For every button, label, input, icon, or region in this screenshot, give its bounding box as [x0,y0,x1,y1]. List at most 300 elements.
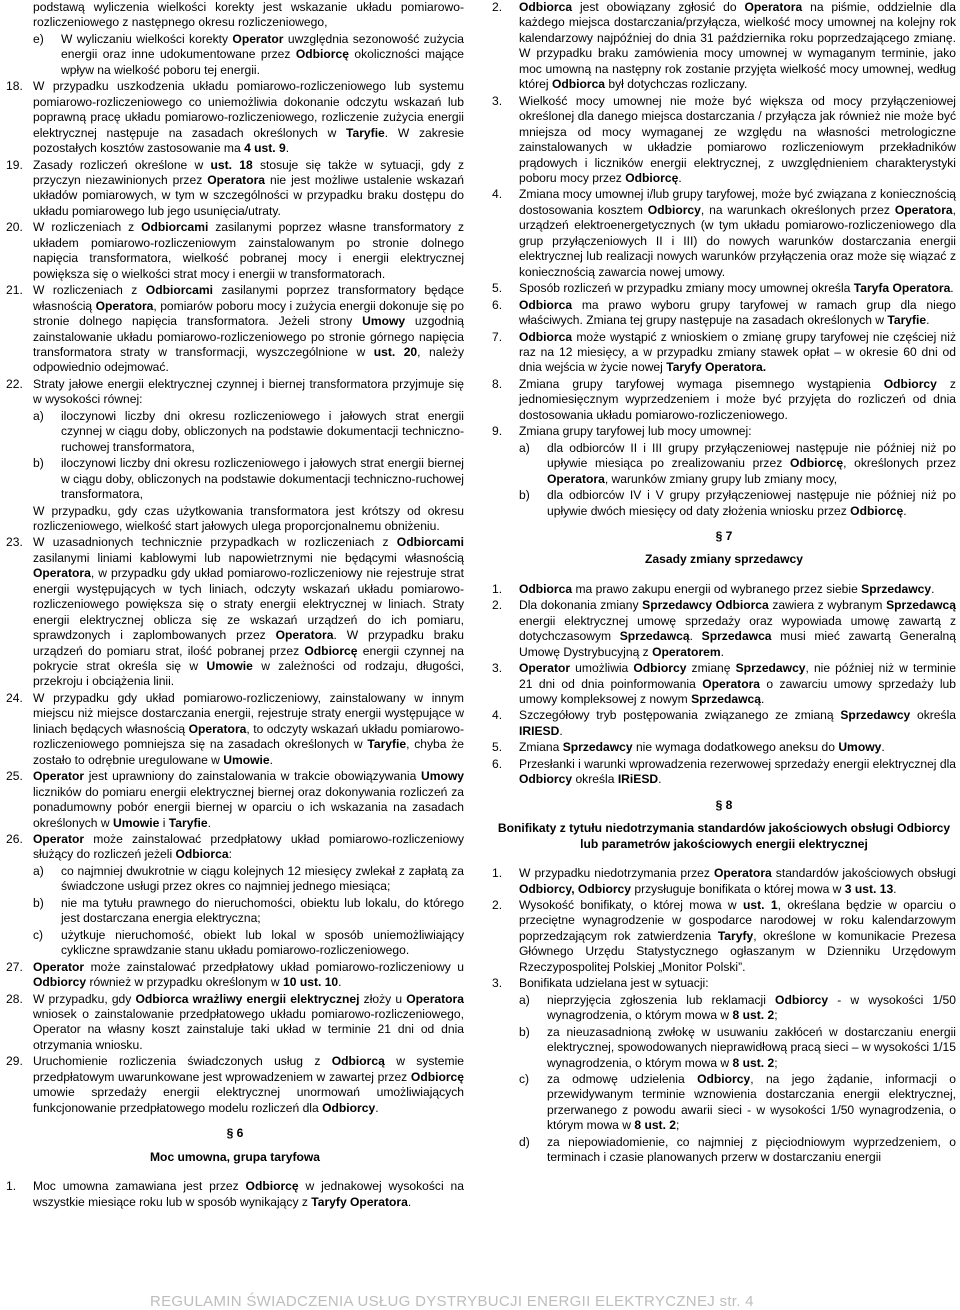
text-run: , warunków zmiany grupy lub zmiany mocy, [604,471,838,486]
text-run: W rozliczeniach z [33,283,146,298]
bold-term: Taryfy Operatora [311,1194,408,1209]
item-text [519,298,956,329]
text-run: z jednomiesięcznym wyprzedzeniem i może być przyjęta do rozliczeń od dnia dostosowania układu pomiarowo-rozliczeniowego. [519,376,956,422]
numbered-item [492,740,956,755]
bold-term: IRiESD [617,772,659,787]
text-run: użytkuje nieruchomość, obiekt lub lokal w sposób uniemożliwiający cykliczne sprawdzanie stanu układu pomiarowo-rozliczeniowego. [61,927,464,958]
numbered-item [6,79,464,156]
text-run: Bonifikata udzielana jest w sytuacji: [519,976,709,991]
bold-term: Odbiorca wrażliwy energii elektrycznej [135,991,360,1006]
text-run: liczników do pomiaru energii elektrycznej biernej oraz dokonywania rozliczeń za ponadumowny pobór energii biernej w oparciu o ich wskazania na zasadach określonych w [33,784,464,830]
bold-term: Odbiorcę [789,456,844,471]
numbered-item [6,283,464,376]
page-footer: REGULAMIN ŚWIADCZENIA USŁUG DYSTRYBUCJI ENERGII ELEKTRYCZNEJ str. 4 [150,1293,754,1310]
bold-term: ust. 20 [373,344,418,359]
bold-term: Operatora [33,566,91,581]
text-run: uwzględnia sezonowość zużycia energii oraz inne udokumentowane przez [61,31,464,62]
item-text [519,976,956,991]
bold-term: Umowy [420,769,464,784]
item-text [519,708,956,739]
text-run: musi mieć zawartą Generalną Umowę Dystrybucyjną z [519,629,956,659]
text-run: umożliwia [570,661,634,676]
text-run: iloczynowi liczby dni okresu rozliczeniowego i jałowych strat energii biernej w ciągu doby, obliczonych na podstawie dokumentacji techniczno-ruchowej transformatora, [61,456,464,502]
section-number: § 8 [715,797,733,812]
sub-item [6,928,464,959]
item-text [519,0,956,93]
text-run: . [893,881,897,896]
text-run: co najmniej dwukrotnie w ciągu kolejnych 12 miesięcy zwlekał z zapłatą za świadczone usługi przez okres co najmniej jednego miesiąca; [61,863,464,894]
numbered-item [6,832,464,863]
item-text [519,757,956,788]
item-text [33,377,464,408]
item-text [547,1135,956,1166]
text-run: zawiera z wybranym [768,598,887,613]
item-number: 4. [492,187,503,202]
item-number: 22. [6,376,23,391]
left-column [6,0,464,1211]
bold-term: 8 ust. 2 [732,1055,775,1070]
bold-term: Odbiorcę [850,503,904,518]
bold-term: Umowy [362,314,406,329]
text-run: , na warunkach określonych przez [700,202,895,217]
bold-term: Operator [33,769,85,784]
item-number: 21. [6,283,23,298]
bold-term: 4 ust. 9 [244,141,286,156]
bold-term: Umowie [113,815,160,830]
bold-term: Sprzedawcy [840,708,911,723]
bold-term: Operatorem [652,644,721,659]
bold-term: Taryfy [717,928,754,943]
text-run: . [903,503,907,518]
item-text [33,535,464,690]
bold-term: Odbiorcy [322,1100,376,1115]
paragraph [6,504,464,535]
text-run: . W zakresie pozostałych kosztów zastosowanie ma [33,125,464,156]
bold-term: Taryfie [346,125,385,140]
numbered-item [6,992,464,1054]
sub-item-marker: e) [33,31,44,46]
bold-term: Odbiorcę [295,47,349,62]
bold-term: Odbiorca [175,847,229,862]
bold-term: Odbiorca [519,581,573,596]
bold-term: ust. 1 [743,898,778,913]
item-text [61,409,464,455]
sub-item [492,488,956,519]
text-run: zasilanymi poprzez transformatory będące własnością [33,283,465,313]
text-run: . [881,740,885,755]
numbered-item [492,898,956,975]
text-run: może zainstalować przedpłatowy układ pomiarowo-rozliczeniowy u [84,959,464,974]
numbered-item [6,220,464,282]
text-run: może wystąpić z wnioskiem o zmianę grupy taryfowej nie częściej niż raz na 12 miesięcy, a w przypadku zmiany stawek opłat – w okresie 60 dni od dnia wejścia w życie nowej [519,329,956,375]
text-run: standardów jakościowych obsługi [771,866,956,881]
item-number: 2. [492,898,503,913]
item-text [547,488,956,519]
text-run: określa [910,708,956,723]
text-run: W przypadku uszkodzenia układu pomiarowo-rozliczeniowego lub systemu pomiarowo-rozliczeniowego co uniemożliwia dokonanie odczytu wskazań lub poprawną pracę układu pomiarowo-rozliczeniowego, rozliczenie zużycia energii elektrycznej następuje na zasadach określonych w [33,79,464,140]
bold-term: Odbiorcami [145,283,213,298]
text-run: . [931,581,935,596]
text-run: Uruchomienie rozliczenia świadczonych usług z [33,1054,332,1069]
text-run: dla odbiorców II i III grupy przyłączeniowej następuje nie później niż po upływie miesiąca po zrealizowaniu przez [547,440,956,471]
sub-item [492,441,956,487]
paragraph [6,0,464,31]
bold-term: Sprzedawcy Odbiorca [642,598,769,613]
text-run: ma prawo wyboru grupy taryfowej w ramach grup dla niego właściwych. Zmiana tej grupy następuje na zasadach określonych w [519,297,956,328]
text-run: Wielkość mocy umownej nie może być większa od mocy przyłączeniowej określonej dla danego miejsca dostarczania / przyłącza jak również nie może być mniejsza od mocy wymaganej ze względu na własności metrologiczne zainstalowanych w układzie pomiarowo rozliczeniowym przekładników prądowych i liczników energii elektrycznej, z uwzględnieniem charakterystyki poboru mocy przez [519,93,956,185]
item-text [519,866,956,897]
bold-term: Odbiorcy [633,661,687,676]
text-run: na piśmie, oddzielnie dla każdego miejsca dostarczania/przyłącza, wielkość mocy umownej na kolejny rok kalendarzowy najpóźniej do dnia 31 października roku poprzedzającego zmianę. W przypadku braku zamówienia mocy umownej w wymaganym terminie, jako moc umowną na następny rok zostanie przyjęta wielkość mocy umownej, według której [519,0,956,92]
text-run: Przesłanki i warunki wprowadzenia rezerwowej sprzedaży energii elektrycznej dla [519,756,956,771]
numbered-item [492,582,956,597]
numbered-item [492,0,956,93]
text-run: . [720,644,725,659]
bold-term: Operatora [95,298,154,313]
sub-item-marker: b) [33,895,44,910]
bold-term: Taryfie [168,815,208,830]
sub-item [6,864,464,895]
text-run: Zmiana grupy taryfowej wymaga pisemnego wystąpienia [519,376,884,391]
bold-term: Operatora [702,676,761,691]
numbered-item [492,377,956,423]
item-text [519,94,956,187]
item-number: 27. [6,959,23,974]
item-number: 6. [492,297,503,312]
bold-term: Operatora [713,866,772,881]
item-number: 20. [6,220,23,235]
text-run: podstawą wyliczenia wielkości korekty jest wskazanie układu pomiarowo-rozliczeniowego z następnego okresu rozliczeniowego, [33,0,464,30]
item-text [519,898,956,975]
text-run: . [285,141,290,156]
bold-term: Odbiorcy [775,992,829,1007]
bold-term: Odbiorca [519,0,573,14]
text-run: W wyliczaniu wielkości korekty [61,31,233,46]
text-run: wniosek o zainstalowanie przedpłatowego układu pomiarowo-rozliczeniowego, Operator na własny koszt zainstaluje taki układ w terminie 21 dni od dnia otrzymania wniosku. [33,1007,464,1052]
section-title: Moc umowna, grupa taryfowa [149,1149,320,1164]
item-text [33,79,464,156]
text-run: W przypadku, gdy [33,991,136,1006]
text-run: nieprzyjęcia zgłoszenia lub reklamacji [547,992,776,1007]
text-run: W rozliczeniach z [33,220,142,235]
numbered-item [6,1179,464,1210]
text-run: jest uprawniony do zainstalowania w trakcie obowiązywania [84,769,421,784]
item-number: 29. [6,1054,23,1069]
bold-term: Operator [33,832,85,847]
item-text [519,377,956,423]
bold-term: Umowie [206,659,253,674]
bold-term: Odbiorca [519,297,573,312]
bold-term: Operatora [188,721,247,736]
bold-term: Operatora [744,0,803,14]
text-run: Zmiana grupy taryfowej lub mocy umownej: [519,424,752,439]
bold-term: Umowy [838,740,882,755]
bold-term: Sprzedawca [701,629,772,644]
text-run: uzgodnią zainstalowanie układu pomiarowo-rozliczeniowego po stronie górnego napięcia transformatora straty w transformacji, wyszczególnione w [33,314,465,359]
sub-item [6,896,464,927]
item-text [33,960,464,991]
item-number: 19. [6,157,23,172]
item-number: 3. [492,93,503,108]
text-run: . [207,815,211,830]
bold-term: Sprzedawcą [691,692,761,707]
numbered-item [6,535,464,690]
text-run: . [760,692,765,707]
text-run: Zmiana mocy umownej i/lub grupy taryfowej, może być związana z koniecznością dostosowania kosztem [519,187,956,217]
bold-term: Odbiorcę [304,643,358,658]
text-run: Zasady rozliczeń określone w [33,157,211,172]
text-run: , nie później niż w terminie 21 dni od dnia poinformowania [519,661,956,691]
text-run: przysługuje bonifikata o której mowa w [631,881,845,896]
bold-term: Odbiorcami [396,535,464,550]
sub-item-marker: b) [33,456,44,471]
text-run: ; [676,1118,680,1133]
text-run: ma prawo zakupu energii od wybranego przez siebie [572,581,862,596]
text-run: . W przypadku braku urządzeń do pomiaru strat, ilość pobranej przez [33,628,464,658]
right-column [492,0,956,1167]
item-number: 25. [6,769,23,784]
bold-term: Operatora [275,628,334,643]
bold-term: Sprzedawcy [861,581,932,596]
sub-item [492,1025,956,1071]
bold-term: Odbiorcę [245,1179,299,1194]
numbered-item [6,158,464,220]
bold-term: Sprzedawcy [735,661,806,676]
text-run: Wysokość bonifikaty, o której mowa w [519,898,744,913]
sub-item-marker: d) [519,1134,530,1149]
item-number: 28. [6,991,23,1006]
item-number: 18. [6,79,23,94]
sub-item-marker: b) [519,1024,530,1039]
item-number: 3. [492,976,503,991]
numbered-item [492,187,956,280]
text-run: w jednakowej wysokości na wszystkie miesiące roku lub w sposób wynikający z [33,1179,464,1209]
sub-item-marker: b) [519,488,530,503]
bold-term: Odbiorcą [331,1054,385,1069]
text-run: może zainstalować przedpłatowy układ pomiarowo-rozliczeniowy służący do rozliczeń jeżeli [33,832,464,862]
sub-item [492,1072,956,1134]
text-run: zasilanymi liniami kablowymi lub napowietrznymi nie będącymi własnością [33,550,464,565]
text-run: , chyba że zostało to odrębnie uregulowane w [33,737,465,767]
text-run: Moc umowna zamawiana jest przez [33,1179,246,1194]
text-run: jest obowiązany zgłosić do [572,0,745,14]
bold-term: Operatora [406,991,464,1006]
bold-term: Taryfa Operatora [853,281,951,296]
item-text [519,661,956,707]
item-text [61,864,464,895]
text-run: : [228,847,232,862]
item-text [33,220,464,282]
bold-term: Operator [33,959,85,974]
item-text [547,1072,956,1134]
sub-item [6,456,464,502]
numbered-item [492,661,956,707]
numbered-item [492,976,956,991]
sub-item-marker: a) [519,440,530,455]
bold-term: Taryfie [887,313,927,328]
text-run: . [926,313,930,328]
bold-term: 3 ust. 13 [844,881,894,896]
bold-term: Odbiorcy [697,1072,751,1086]
item-text [61,928,464,959]
text-run: za niepowiadomienie, co najmniej z pięciodniowym wyprzedzeniem, o terminach i czasie planowanych przerw w dostarczaniu energii [547,1134,956,1165]
sub-item-marker: c) [33,927,44,942]
numbered-item [492,298,956,329]
item-number: 2. [492,598,503,613]
bold-term: Sprzedawcy [562,740,633,755]
numbered-item [6,1054,464,1116]
sub-item [6,32,464,78]
item-text [519,424,956,439]
item-number: 1. [6,1179,17,1194]
text-run: nie jest możliwe ustalenie wskazań układów pomiarowych, w tym w szczególności w przypadku braku dostępu do układu pomiarowego lub jego usunięcia/utraty. [33,172,464,218]
item-text [33,1054,464,1116]
item-text [547,441,956,487]
text-run: stosuje się także w sytuacji, gdy z przyczyn niezawinionych przez [33,157,464,187]
text-run: . [338,975,342,990]
text-run: , określonych przez [843,456,956,471]
numbered-item [492,94,956,187]
bold-term: Odbiorcy [519,772,573,787]
numbered-item [492,424,956,439]
item-text [33,1179,464,1210]
item-number: 3. [492,661,503,676]
text-run: , to odczyty wskazań układu pomiarowo-rozliczeniowego pomniejsza się na zasadach określonych w [33,721,464,752]
text-run: . [375,1100,379,1115]
text-run: za nieuzasadnioną zwłokę w usuwaniu zakłóceń w dostarczaniu energii elektrycznej, spowodowanych nieprawidłową pracą sieci – w wysokości 1/15 wynagrodzenia, o którym mowa w [547,1024,956,1070]
bold-term: ust. 18 [210,157,253,172]
item-text [519,281,956,296]
text-run: w zależności od rodzaju, długości, przekroju i obciążenia linii. [33,659,464,689]
bold-term: Operatora [207,172,266,187]
item-number: 23. [6,535,23,550]
text-run: . [407,1194,412,1209]
text-run: i [159,815,169,830]
bold-term: Odbiorca [519,329,573,344]
numbered-item [492,330,956,376]
section-title: Zasady zmiany sprzedawcy [645,552,803,567]
text-run: ; [774,1055,778,1070]
text-run: dla odbiorców IV i V grupy przyłączeniowej następuje nie później niż po upływie dwóch miesięcy od daty złożenia wniosku przez [547,488,956,518]
bold-term: Odbiorcami [141,220,209,235]
text-run: energii czynnej na pokrycie strat określa się w [33,643,465,674]
numbered-item [492,281,956,296]
item-text [519,582,956,597]
bold-term: Operator [232,31,284,46]
numbered-item [6,377,464,408]
bold-term: 10 ust. 10 [283,975,339,990]
item-number: 7. [492,329,503,344]
text-run: . [689,629,702,644]
item-text [61,896,464,927]
text-run: - w wysokości 1/50 wynagrodzenia, o którym mowa w [547,992,956,1023]
bold-term: Odbiorcy [883,376,937,391]
bold-term: Odbiorcę [410,1069,464,1084]
text-run: Straty jałowe energii elektrycznej czynnej i biernej transformatora przyjmuje się w wysokości równej: [33,376,464,407]
text-run: W przypadku niedotrzymania przez [519,866,714,881]
text-run: . [559,723,563,738]
text-run: , w przypadku gdy układ pomiarowo-rozliczeniowy nie rejestruje strat energii występujących w tych liniach, odczyty wskazań układu pomiarowo-rozliczeniowego powiększa się o straty energii elektrycznej w liniach. Straty energii elektrycznej oblicza się ze wskazań urządzeń do ich pomiaru, sprawdzonych i zaplombowanych przez [33,566,464,643]
text-run: Sposób rozliczeń w przypadku zmiany mocy umownej określa [519,281,854,296]
text-run: W przypadku, gdy czas użytkowania transformatora jest krótszy od okresu rozliczeniowego, wielkość start jałowych ulega proporcjonalnemu obniżeniu. [33,503,464,533]
item-text [33,992,464,1054]
numbered-item [6,691,464,768]
text-run: nie ma tytułu prawnego do nieruchomości, obiektu lub lokalu, do którego jest dostarczana energia elektryczna; [61,895,464,926]
item-text [61,32,464,78]
sub-item [492,993,956,1024]
bold-term: Sprzedawcą [886,598,956,613]
sub-item [492,1135,956,1166]
numbered-item [492,757,956,788]
text-run: . [658,772,662,787]
text-run: W uzasadnionych technicznie przypadkach w rozliczeniach z [33,535,397,550]
item-number: 6. [492,756,503,771]
text-run: Szczegółowy tryb postępowania związanego ze zmianą [519,708,841,723]
sub-item-marker: a) [519,992,530,1007]
text-run: za odmowę udzielenia [547,1072,698,1086]
item-text [519,330,956,376]
item-number: 24. [6,690,23,705]
item-text [33,769,464,831]
text-run: w systemie przedpłatowym uwarunkowane jest wprowadzeniem w zawartej przez [33,1054,464,1084]
bold-term: Odbiorcy [33,975,87,990]
item-text [33,283,464,376]
numbered-item [492,598,956,660]
bold-term: Umowie [223,752,270,767]
bold-term: Taryfy Operatora. [666,360,767,375]
bold-term: IRIESD [519,723,560,738]
bold-term: Odbiorca [551,77,606,92]
numbered-item [492,866,956,897]
text-run: . [950,281,954,296]
bold-term: Operatora [547,471,605,486]
item-text [547,993,956,1024]
text-run: , określana będzie w oparciu o przeciętne wynagrodzenie w gospodarce narodowej w roku kalendarzowym poprzedzającym rok zatwierdzenia [519,898,956,943]
item-number: 1. [492,581,503,596]
item-text [519,740,956,755]
text-run: był dotychczas rozliczany. [605,77,748,92]
text-run: , określone w komunikacie Prezesa Głównego Urzędu Statystycznego ogłaszanym w Dzienniku Urzędowym Rzeczypospolitej Polskiej „Monitor Polski”. [519,928,956,974]
bold-term: Operator [519,661,571,676]
numbered-item [6,769,464,831]
text-run: okoliczności mające wpływ na wielkość poboru tej energii. [61,47,465,77]
item-number: 9. [492,424,503,439]
item-number: 26. [6,832,23,847]
item-number: 2. [492,0,503,14]
item-text [33,158,464,220]
section-number: § 6 [226,1126,244,1141]
item-number: 5. [492,281,503,296]
bold-term: 8 ust. 2 [634,1118,677,1133]
bold-term: 8 ust. 2 [732,1008,775,1023]
section-title: Bonifikaty z tytułu niedotrzymania standardów jakościowych obsługi Odbiorcy lub parametrów jakościowych energii elektrycznej [497,821,951,851]
item-text [61,456,464,502]
text-run: zmianę [686,661,736,676]
item-number: 8. [492,376,503,391]
text-run: o zawarciu umowy sprzedaży lub umowy kompleksowej z nowym [519,676,956,707]
item-number: 1. [492,866,503,881]
text-run: . [269,752,274,767]
text-run: złoży u [359,991,407,1006]
numbered-item [492,708,956,739]
text-run: Zmiana [519,740,563,755]
numbered-item [6,960,464,991]
text-run: nie wymaga dodatkowego aneksu do [632,740,839,755]
text-run: określa [572,772,618,787]
text-run: , urządzeń elektroenergetycznych (w tym układu pomiarowo-rozliczeniowego dla grup przyłączeniowych II i III) do nowych warunków dostarczania energii elektrycznej lub realizacji nowych warunków przyłączenia oraz może się wiązać z koniecznością zawarcia nowej umowy. [519,202,957,279]
text-run: , pomiarów poboru mocy i zużycia energii dokonuje się po stronie dolnego napięcia transformatora. Jeżeli strony [33,298,464,329]
item-text [33,691,464,768]
